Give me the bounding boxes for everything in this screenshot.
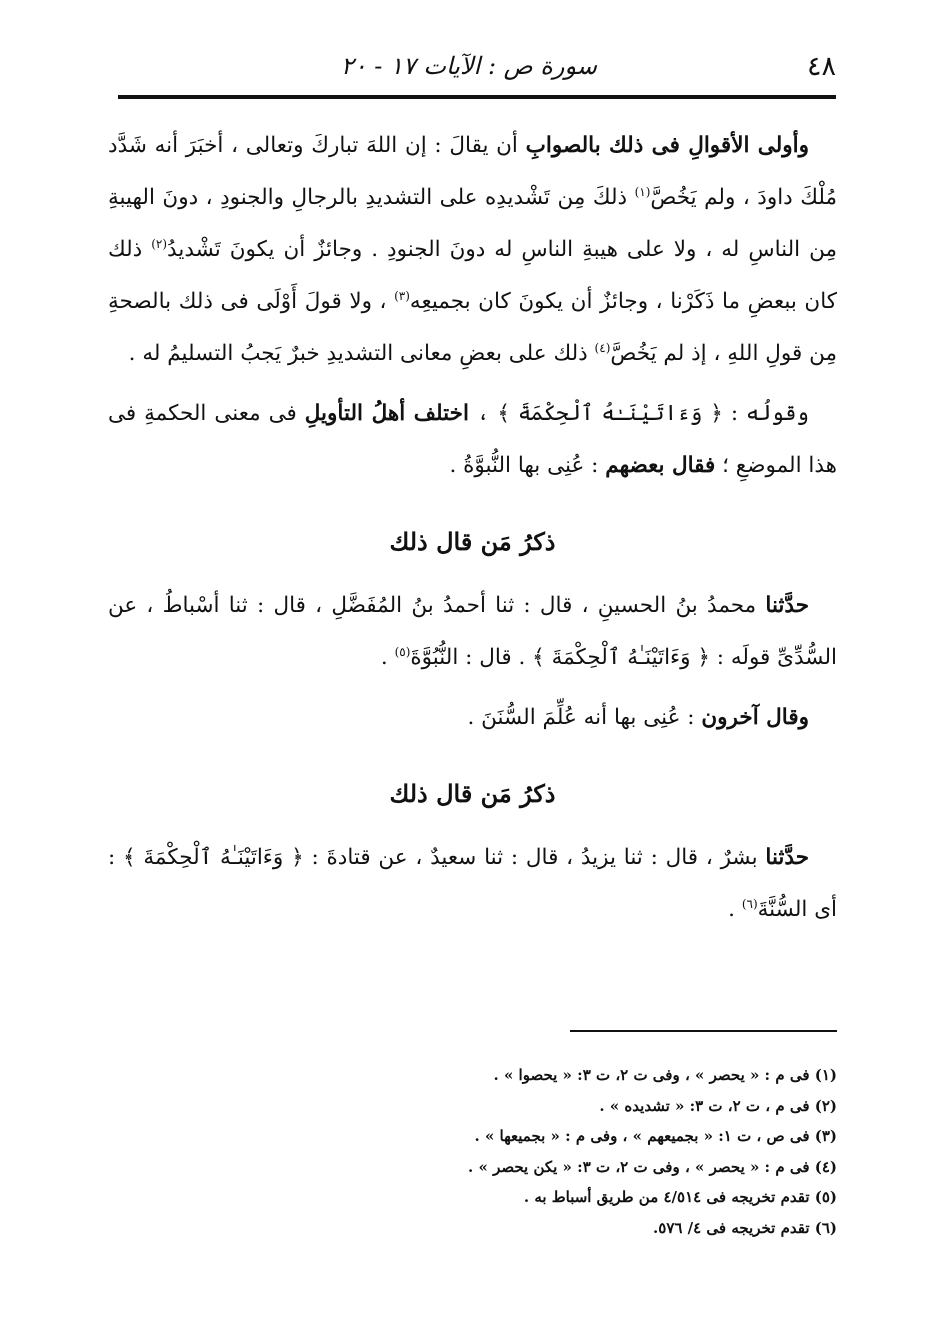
section-heading-1: ذكرُ مَن قال ذلك <box>389 527 556 556</box>
header-rule <box>118 95 836 99</box>
paragraph-2-end: : عُنِى بها النُّبوَّةُ . <box>449 453 606 478</box>
footnote-5: (٥) تقدم تخريجه فى ٤/٥١٤ من طريق أسباط به . <box>523 1188 837 1206</box>
page-header <box>118 40 836 92</box>
section-heading-2: ذكرُ مَن قال ذلك <box>389 779 556 808</box>
footnote-ref-3[interactable]: (٣) <box>394 288 410 303</box>
running-title: سورة ص : الآيات ١٧ - ٢٠ <box>340 52 597 80</box>
paragraph-5-text: بشرٌ ، قال : ثنا يزيدُ ، قال : ثنا سعيدٌ ، عن قتادةَ : ﴿ وَءَاتَيْنَـٰهُ ٱلْحِكْمَةَ ﴾ : أى السُّنَّةَ <box>108 845 837 922</box>
paragraph-2-bold-2: فقال بعضهم <box>605 453 716 478</box>
paragraph-1-text-4: ، ولا قولَ أَوْلَى فى ذلك بالصحةِ مِن قولِ اللهِ ، إذ لم يَخُصَّ <box>108 289 837 366</box>
footnote-rule <box>570 1030 837 1032</box>
paragraph-5 <box>108 832 837 936</box>
paragraph-3-lead: حدَّثنا <box>765 593 809 618</box>
paragraph-5-end: . <box>728 897 742 922</box>
footnote-ref-2[interactable]: (٢) <box>151 236 168 251</box>
paragraph-4 <box>108 692 837 744</box>
paragraph-3-end: . <box>380 645 395 670</box>
paragraph-1 <box>108 120 837 380</box>
footnote-ref-5[interactable]: (٥) <box>394 644 411 659</box>
paragraph-1-text-5: ذلك على بعضِ معانى التشديدِ خبرٌ يَجبُ التسليمُ له . <box>128 341 595 366</box>
paragraph-2-mid: فى معنى الحكمةِ فى هذا الموضعِ ؛ <box>108 401 837 478</box>
footnote-ref-1[interactable]: (١) <box>634 184 651 199</box>
paragraph-4-lead: وقال آخرون <box>701 705 809 730</box>
paragraph-2-bold-1: اختلف أهلُ التأويلِ <box>304 401 469 426</box>
page-number: ٤٨ <box>806 50 836 82</box>
paragraph-1-lead: وأولى الأقوالِ فى ذلك بالصوابِ <box>525 133 809 158</box>
paragraph-1-text-3: ذلك كان ببعضِ ما ذَكَرْنا ، وجائزٌ أن يكونَ كان بجميعِه <box>108 237 837 314</box>
footnote-ref-6[interactable]: (٦) <box>741 896 758 911</box>
footnote-4: (٤) فى م : « يحصر » ، وفى ت ٢، ت ٣: « يكن يحصر » . <box>468 1157 837 1176</box>
footnote-ref-4[interactable]: (٤) <box>594 340 611 355</box>
paragraph-1-text: أن يقالَ : إن اللهَ تباركَ وتعالى ، أخبَرَ أنه شَدَّد مُلْكَ داودَ ، ولم يَخُصَّ <box>108 133 837 210</box>
paragraph-4-text: : عُنِى بها أنه عُلِّمَ السُّنَنَ . <box>467 705 702 730</box>
paragraph-1-text-2: ذلكَ مِن تَشْديدِه على التشديدِ بالرجالِ والجنودِ ، دونَ الهيبةِ مِن الناسِ له ، ولا على هيبةِ الناسِ له دونَ الجنودِ . وجائزٌ أن يكونَ تَشْديدُ <box>108 185 837 262</box>
paragraph-2-intro: وقولُه : ﴿ وَءَاتَيْنَـٰهُ ٱلْحِكْمَةَ ﴾ ، <box>468 401 810 426</box>
main-text <box>108 120 837 936</box>
footnote-1: (١) فى م : « يحصر » ، وفى ت ٢، ت ٣: « يحصوا » . <box>493 1066 837 1084</box>
footnote-6: (٦) تقدم تخريجه فى ٤/ ٥٧٦. <box>653 1218 837 1237</box>
paragraph-3-text: محمدُ بنُ الحسينِ ، قال : ثنا أحمدُ بنُ المُفَضَّلِ ، قال : ثنا أسْباطُ ، عن السُّدِّىِّ قولَه : ﴿ وَءَاتَيْنَـٰهُ ٱلْحِكْمَةَ ﴾ . قال : النُّبُوَّةَ <box>108 593 837 670</box>
paragraph-2 <box>108 388 837 492</box>
footnotes <box>380 1060 837 1243</box>
footnote-3: (٣) فى ص ، ت ١: « بجميعهم » ، وفى م : « بجميعها » . <box>474 1127 837 1145</box>
footnote-2: (٢) فى م ، ت ٢، ت ٣: « تشديده » . <box>599 1096 837 1115</box>
paragraph-5-lead: حدَّثنا <box>765 845 809 870</box>
paragraph-3 <box>108 580 837 684</box>
